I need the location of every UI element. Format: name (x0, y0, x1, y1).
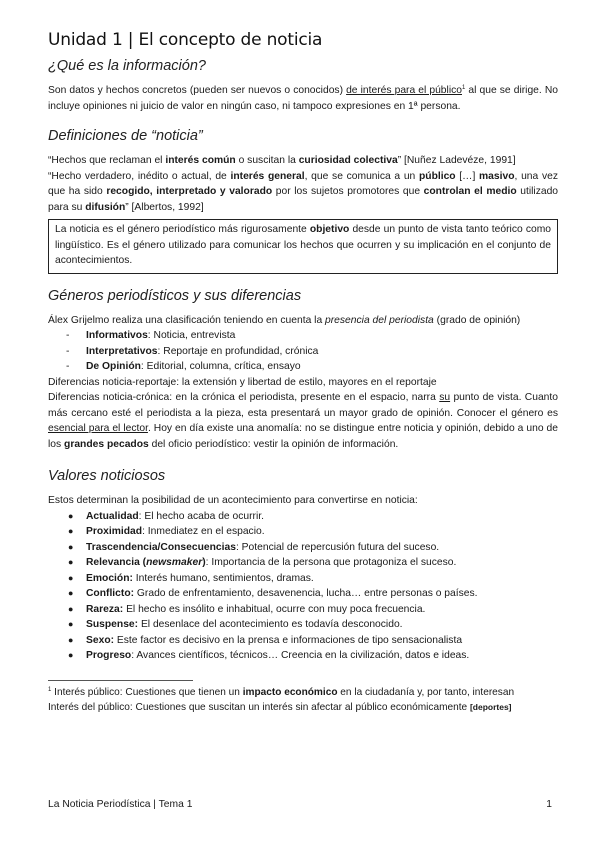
bold-text: curiosidad colectiva (298, 155, 398, 166)
bullet-marker: ● (68, 650, 74, 660)
list-item (48, 509, 558, 525)
text: Interés público: Cuestiones que tienen un (51, 686, 243, 698)
bold-text: Suspense: (86, 619, 139, 630)
bullet-marker: ● (68, 541, 74, 552)
bold-text: De Opinión (86, 361, 141, 372)
list-item (48, 540, 558, 556)
bullet-marker: ● (68, 557, 74, 567)
text: desde un punto de vista tanto teórico como lingüístico. Es el género utilizado para comunicar los hechos que ocurren y su implicación en el conjunto de acontecimientos. (55, 224, 551, 266)
values-list (48, 509, 558, 664)
text: Son datos y hechos concretos (pueden ser nuevos o conocidos) (48, 85, 347, 96)
bold-text: objetivo (309, 224, 350, 235)
text: utilizado para su (48, 186, 559, 213)
text: : Editorial, columna, crítica, ensayo (140, 361, 301, 372)
text: , que se comunica a un (304, 170, 419, 182)
bold-text: impacto económico (242, 686, 338, 698)
bullet-marker: ● (68, 588, 74, 598)
section-heading-generos: Géneros periodísticos y sus diferencias (48, 287, 302, 304)
footnote-line-1 (48, 685, 558, 700)
bold-text: difusión (85, 201, 126, 213)
bold-text: Progreso (86, 650, 132, 661)
page-title: Unidad 1 | El concepto de noticia (48, 30, 323, 50)
text: o suscitan la (235, 155, 299, 166)
text: : Reportaje en profundidad, crónica (157, 345, 319, 357)
text: El hecho es insólito e inhabitual, ocurre con muy poca frecuencia. (123, 603, 426, 615)
text: del oficio periodístico: vestir la opinión de información. (148, 438, 399, 450)
bold-text: Sexo: (86, 634, 115, 646)
text: Interés del público: Cuestiones que suscitan un interés sin afectar al público económicamente (48, 701, 470, 713)
page-number: 1 (546, 799, 552, 810)
text: Diferencias noticia-crónica: en la crónica el periodista, presente en el espacio, narra (48, 392, 440, 403)
paragraph-informacion (48, 83, 558, 114)
dash-marker: - (66, 345, 70, 357)
bold-italic-text: newsmaker (146, 557, 203, 568)
bullet-marker: ● (68, 619, 74, 629)
bullet-marker: ● (68, 510, 74, 521)
bold-text: Interpretativos (86, 345, 158, 357)
paragraph-grijelmo (48, 313, 558, 329)
text: La noticia es el género periodístico más rigurosamente (55, 224, 310, 235)
bold-text: ) (202, 557, 206, 568)
paragraph-cronica (48, 390, 558, 452)
text: ” [Nuñez Ladevéze, 1991] (397, 155, 516, 166)
bold-text: Conflicto: (86, 588, 135, 599)
text: : El hecho acaba de ocurrir. (138, 510, 264, 522)
list-item (48, 648, 558, 664)
text: “Hecho verdadero, inédito o actual, de (48, 170, 231, 182)
bold-text: Trascendencia/Consecuencias (86, 541, 236, 553)
text: : Potencial de repercusión futura del suceso. (235, 541, 440, 553)
list-item (48, 586, 558, 602)
text: : Inmediatez en el espacio. (142, 526, 265, 537)
bold-text: Informativos (86, 330, 148, 341)
bold-text: masivo (479, 170, 515, 182)
bold-text: Emoción: (86, 572, 133, 584)
text: : Avances científicos, técnicos… Creencia en la civilización, datos e ideas. (131, 650, 470, 661)
italic-text: presencia del periodista (325, 314, 434, 326)
bold-text: [deportes] (469, 701, 512, 712)
text: punto de vista. Cuanto más cercano esté el periodista a la pieza, esta presentará un mayor grado de opinión. Conocer el género es (48, 392, 558, 419)
box-text (55, 222, 551, 269)
bold-text: interés general (230, 170, 305, 182)
footnote-mark: 1 (48, 686, 52, 693)
list-item (48, 602, 558, 618)
paragraph-valores-intro: Estos determinan la posibilidad de un acontecimiento para convertirse en noticia: (48, 495, 418, 506)
text: Álex Grijelmo realiza una clasificación teniendo en cuenta la (48, 314, 326, 326)
bold-text: Rareza: (86, 603, 124, 615)
text: ” [Albertos, 1992] (125, 201, 204, 213)
text: El desenlace del acontecimiento es todavía desconocido. (138, 619, 403, 630)
paragraph-reportaje: Diferencias noticia-reportaje: la extensión y libertad de estilo, mayores en el reportaje (48, 376, 437, 388)
document-page (48, 30, 558, 715)
underlined-text: su (439, 392, 451, 403)
list-item (48, 571, 558, 587)
text: : Importancia de la persona que protagoniza el suceso. (205, 557, 457, 568)
definition-box (48, 219, 558, 274)
list-item (48, 633, 558, 649)
list-item (48, 617, 558, 633)
list-item (48, 359, 558, 375)
section-heading-informacion: ¿Qué es la información? (48, 58, 206, 74)
section-heading-definiciones: Definiciones de “noticia” (48, 128, 203, 144)
bold-text: grandes pecados (64, 438, 149, 450)
text: Interés humano, sentimientos, dramas. (132, 572, 314, 584)
text: , una vez que ha sido (48, 170, 558, 197)
bold-text: Relevancia ( (86, 557, 147, 568)
quote-nunez (48, 153, 558, 169)
underlined-text: esencial para el lector (48, 423, 148, 434)
bold-text: Actualidad (86, 510, 139, 522)
list-item (48, 555, 558, 571)
list-item (48, 524, 558, 540)
genre-list (48, 328, 558, 375)
bullet-marker: ● (68, 634, 74, 645)
text: . Hoy en día existe una anomalía: no se distingue entre noticia y opinión, debido a uno de los (48, 423, 558, 450)
footnote-line-2 (48, 700, 558, 715)
text: (grado de opinión) (433, 314, 521, 326)
text: : Noticia, entrevista (147, 330, 236, 341)
footnote-ref: 1 (462, 85, 466, 91)
dash-marker: - (66, 361, 70, 372)
footnote-separator (48, 680, 193, 681)
section-heading-valores: Valores noticiosos (48, 468, 166, 484)
text: al que se dirige. No incluye opiniones ni juicio de valor en ningún caso, ni tampoco expresiones en 1ª persona. (48, 85, 558, 112)
list-item (48, 344, 558, 360)
page-footer (48, 799, 552, 810)
underlined-text: de interés para el público (346, 85, 462, 96)
text: “Hechos que reclaman el (48, 155, 166, 166)
bold-text: Proximidad (86, 526, 143, 537)
bullet-marker: ● (68, 572, 74, 583)
bullet-marker: ● (68, 526, 74, 536)
list-item (48, 328, 558, 344)
bold-text: interés común (165, 155, 236, 166)
text: Grado de enfrentamiento, desavenencia, lucha… entre personas o países. (134, 588, 478, 599)
text: […] (455, 170, 480, 182)
bullet-marker: ● (68, 603, 74, 614)
quote-albertos (48, 169, 558, 216)
text: por los sujetos promotores que (272, 186, 424, 197)
footer-title: La Noticia Periodística | Tema 1 (48, 799, 193, 810)
text: Este factor es decisivo en la prensa e informaciones de tipo sensacionalista (114, 634, 463, 646)
bold-text: controlan el medio (423, 186, 517, 197)
text: en la ciudadanía y, por tanto, interesan (337, 686, 515, 698)
bold-text: recogido, interpretado y valorado (106, 186, 273, 197)
footnote (48, 685, 558, 715)
bold-text: público (418, 170, 456, 182)
dash-marker: - (66, 330, 70, 341)
